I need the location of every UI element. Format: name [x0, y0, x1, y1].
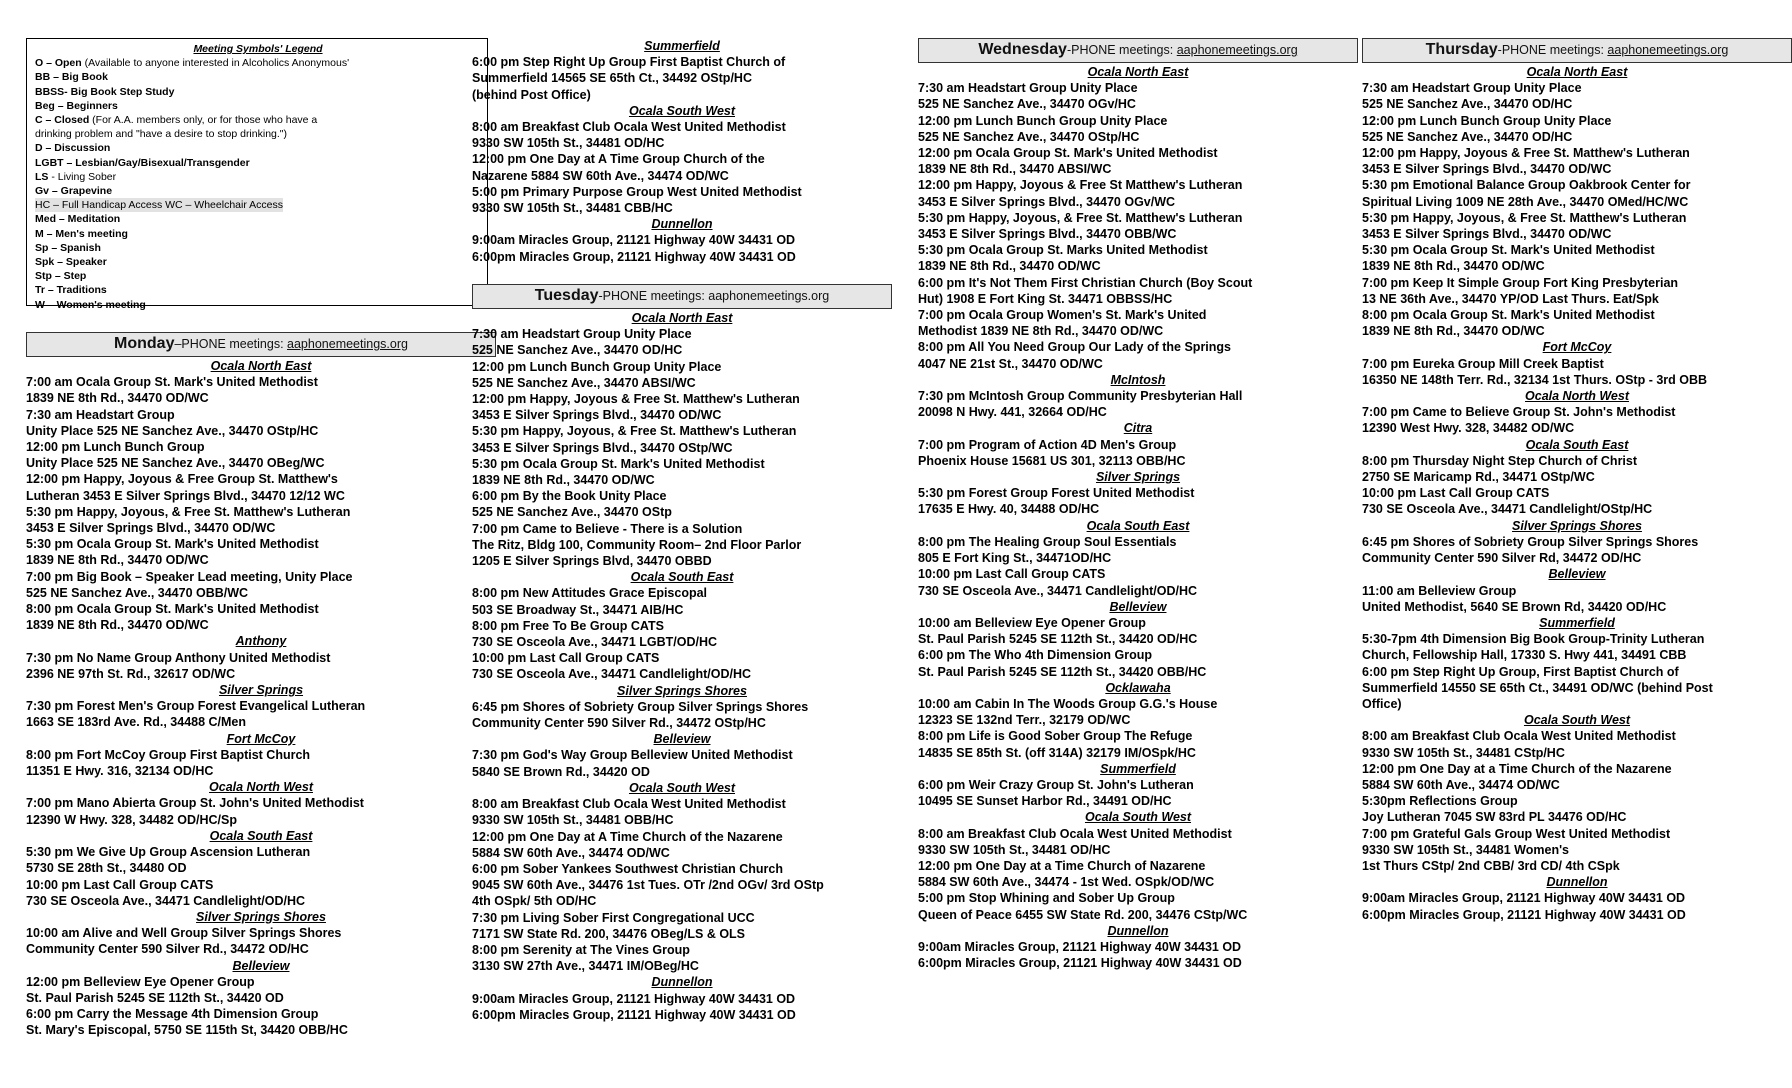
- meeting-line: Summerfield 14550 SE 65th Ct., 34491 OD/WC (behind Post: [1362, 680, 1713, 695]
- meeting-line: Phoenix House 15681 US 301, 32113 OBB/HC: [918, 453, 1186, 468]
- legend-row: [35, 269, 481, 283]
- meeting-line: 730 SE Osceola Ave., 34471 Candlelight/OD/HC: [26, 893, 306, 908]
- legend-description: - Living Sober: [48, 170, 117, 183]
- meeting-line: 6:00pm Miracles Group, 21121 Highway 40W 34431 OD: [918, 956, 1242, 971]
- meeting-line: 7171 SW State Rd. 200, 34476 OBeg/LS & OLS: [472, 926, 746, 941]
- meeting-line: 5:30 pm Ocala Group St. Mark's United Methodist: [472, 456, 765, 471]
- meeting-line: 8:00 pm The Healing Group Soul Essentials: [918, 534, 1177, 549]
- meeting-line: 10:00 pm Last Call Group CATS: [918, 567, 1106, 582]
- area-heading: Belleview: [1548, 567, 1606, 582]
- meeting-line: 2396 NE 97th St. Rd., 32617 OD/WC: [26, 666, 236, 681]
- meeting-line: 7:00 pm Keep It Simple Group Fort King Presbyterian: [1362, 275, 1679, 290]
- meeting-line: St. Paul Parish 5245 SE 112th St., 34420 OD/HC: [918, 632, 1198, 647]
- meeting-line: 17635 E Hwy. 40, 34488 OD/HC: [918, 502, 1100, 517]
- meeting-line: 525 NE Sanchez Ave., 34470 OBB/WC: [26, 585, 249, 600]
- meeting-line: 12:00 pm Lunch Bunch Group Unity Place: [1362, 113, 1612, 128]
- meeting-line: 4th OSpk/ 5th OD/HC: [472, 894, 597, 909]
- legend-code: Tr – Traditions: [35, 284, 107, 297]
- meeting-line: 8:00 pm Ocala Group St. Mark's United Methodist: [26, 602, 319, 617]
- meeting-line: 9330 SW 105th St., 34481 OD/HC: [472, 136, 665, 151]
- meeting-line: 20098 N Hwy. 441, 32664 OD/HC: [918, 405, 1107, 420]
- day-name: Monday: [114, 335, 175, 352]
- monday-column: [26, 332, 496, 1039]
- monday-meetings-continued: [472, 38, 892, 265]
- meeting-line: 5:30 pm Ocala Group St. Marks United Methodist: [918, 243, 1208, 258]
- meeting-line: 1839 NE 8th Rd., 34470 OD/WC: [26, 618, 209, 633]
- legend-row: [35, 241, 481, 255]
- legend-row: [35, 255, 481, 269]
- legend-code: O – Open: [35, 57, 82, 70]
- meeting-line: 6:00 pm Weir Crazy Group St. John's Lutheran: [918, 777, 1194, 792]
- meeting-line: 10:00 pm Last Call Group CATS: [26, 877, 214, 892]
- meeting-line: 12:00 pm Happy, Joyous & Free St Matthew's Lutheran: [918, 178, 1243, 193]
- phone-label: -PHONE meetings:: [1497, 43, 1608, 57]
- meeting-line: 7:30 pm Living Sober First Congregational UCC: [472, 910, 755, 925]
- meeting-line: 6:00 pm Step Right Up Group First Baptist Church of: [472, 55, 786, 70]
- meeting-symbols-legend: [26, 38, 488, 311]
- meeting-line: 7:00 am Ocala Group St. Mark's United Methodist: [26, 375, 318, 390]
- area-heading: Belleview: [1109, 599, 1167, 614]
- meeting-line: 1663 SE 183rd Ave. Rd., 34488 C/Men: [26, 715, 247, 730]
- meeting-line: 7:00 pm Program of Action 4D Men's Group: [918, 437, 1177, 452]
- legend-description: (For A.A. members only, or for those who have a: [89, 114, 318, 127]
- meeting-line: 5:30 pm Forest Group Forest United Methodist: [918, 486, 1195, 501]
- meeting-line: Unity Place 525 NE Sanchez Ave., 34470 OStp/HC: [26, 423, 319, 438]
- meeting-line: 12390 W Hwy. 328, 34482 OD/HC/Sp: [26, 812, 237, 827]
- meeting-line: Community Center 590 Silver Rd., 34472 OStp/HC: [472, 716, 766, 731]
- meeting-line: 12:00 pm Lunch Bunch Group Unity Place: [918, 113, 1168, 128]
- meeting-line: 9:00am Miracles Group, 21121 Highway 40W 34431 OD: [1362, 891, 1686, 906]
- tuesday-column: [472, 284, 892, 1023]
- meeting-line: United Methodist, 5640 SE Brown Rd, 34420 OD/HC: [1362, 599, 1667, 614]
- meeting-line: 1839 NE 8th Rd., 34470 OD/WC: [472, 473, 655, 488]
- meeting-line: 5:00 pm Stop Whining and Sober Up Group: [918, 891, 1175, 906]
- legend-row: [35, 99, 481, 113]
- meeting-line: (behind Post Office): [472, 87, 591, 102]
- phone-meetings-link[interactable]: aaphonemeetings.org: [1607, 43, 1729, 57]
- area-heading: Belleview: [232, 958, 290, 973]
- meeting-line: 7:30 am Headstart Group Unity Place: [472, 327, 692, 342]
- meeting-line: 12323 SE 132nd Terr., 32179 OD/WC: [918, 713, 1131, 728]
- thursday-header: [1362, 38, 1792, 63]
- meeting-line: 9045 SW 60th Ave., 34476 1st Tues. OTr /2nd OGv/ 3rd OStp: [472, 878, 824, 893]
- meeting-line: Unity Place 525 NE Sanchez Ave., 34470 OBeg/WC: [26, 456, 325, 471]
- meeting-line: 730 SE Osceola Ave., 34471 Candlelight/OD/HC: [918, 583, 1198, 598]
- legend-code: BBSS- Big Book Step Study: [35, 85, 175, 98]
- meeting-line: 5:30-7pm 4th Dimension Big Book Group-Trinity Lutheran: [1362, 632, 1705, 647]
- meeting-line: 5730 SE 28th St., 34480 OD: [26, 861, 187, 876]
- day-name: Wednesday: [978, 41, 1067, 58]
- meeting-line: 7:30 pm No Name Group Anthony United Methodist: [26, 650, 331, 665]
- legend-row: [35, 156, 481, 170]
- area-heading: Silver Springs: [1095, 470, 1181, 485]
- meeting-line: 4047 NE 21st St., 34470 OD/WC: [918, 356, 1103, 371]
- meeting-line: 805 E Fort King St., 34471OD/HC: [918, 551, 1112, 566]
- area-heading: Ocala South East: [1086, 518, 1190, 533]
- meeting-line: 525 NE Sanchez Ave., 34470 OD/HC: [1362, 97, 1573, 112]
- meeting-line: 12:00 pm One Day at a Time Church of the Nazarene: [1362, 761, 1672, 776]
- meeting-line: 9:00am Miracles Group, 21121 Highway 40W 34431 OD: [918, 939, 1242, 954]
- meeting-line: 9330 SW 105th St., 34481 CStp/HC: [1362, 745, 1565, 760]
- meeting-line: 5:30pm Reflections Group: [1362, 794, 1518, 809]
- meeting-line: 12:00 pm Ocala Group St. Mark's United Methodist: [918, 146, 1218, 161]
- area-heading: Ocala South East: [1525, 437, 1629, 452]
- meeting-line: 525 NE Sanchez Ave., 34470 OGv/HC: [918, 97, 1136, 112]
- day-name: Thursday: [1425, 41, 1498, 58]
- legend-code: Spk – Speaker: [35, 256, 107, 269]
- meeting-line: 6:00pm Miracles Group, 21121 Highway 40W 34431 OD: [1362, 907, 1686, 922]
- meeting-line: 5:30 pm Happy, Joyous, & Free St. Matthew's Lutheran: [918, 210, 1243, 225]
- meeting-line: 1839 NE 8th Rd., 34470 OD/WC: [26, 391, 209, 406]
- phone-label: -PHONE meetings: aaphonemeetings.org: [598, 289, 830, 303]
- legend-row: [35, 113, 481, 127]
- meeting-line: 5:30 pm Ocala Group St. Mark's United Methodist: [1362, 243, 1655, 258]
- meeting-line: 3453 E Silver Springs Blvd., 34470 OD/WC: [1362, 162, 1612, 177]
- meeting-line: 7:30 pm Forest Men's Group Forest Evangelical Lutheran: [26, 699, 366, 714]
- meeting-line: 525 NE Sanchez Ave., 34470 OD/HC: [472, 343, 683, 358]
- meeting-line: 2750 SE Maricamp Rd., 34471 OStp/WC: [1362, 470, 1595, 485]
- legend-row: [35, 141, 481, 155]
- area-heading: Summerfield: [644, 39, 720, 53]
- legend-code: M – Men's meeting: [35, 227, 128, 240]
- meeting-line: 730 SE Osceola Ave., 34471 LGBT/OD/HC: [472, 635, 718, 650]
- meeting-line: 8:00 pm Free To Be Group CATS: [472, 618, 664, 633]
- meeting-line: 5:00 pm Primary Purpose Group West United Methodist: [472, 184, 802, 199]
- meeting-line: 8:00 pm Ocala Group St. Mark's United Methodist: [1362, 308, 1655, 323]
- meeting-line: 6:00 pm Sober Yankees Southwest Christian Church: [472, 861, 783, 876]
- meeting-line: 11:00 am Belleview Group: [1362, 583, 1517, 598]
- legend-row: [35, 283, 481, 297]
- area-heading: Citra: [1123, 421, 1153, 436]
- legend-code: LS: [35, 170, 49, 183]
- meeting-line: 13 NE 36th Ave., 34470 YP/OD Last Thurs. Eat/Spk: [1362, 291, 1659, 306]
- legend-row: [35, 127, 481, 141]
- meeting-line: 12:00 pm Belleview Eye Opener Group: [26, 974, 255, 989]
- meeting-line: 5:30 pm Ocala Group St. Mark's United Methodist: [26, 537, 319, 552]
- meeting-line: 8:00 pm Fort McCoy Group First Baptist Church: [26, 747, 311, 762]
- meeting-line: 7:30 pm God's Way Group Belleview United Methodist: [472, 748, 793, 763]
- legend-description: (Available to anyone interested in Alcoholics Anonymous': [81, 57, 350, 70]
- legend-code: D – Discussion: [35, 142, 111, 155]
- meeting-line: 3130 SW 27th Ave., 34471 IM/OBeg/HC: [472, 959, 699, 974]
- area-heading: McIntosh: [1110, 372, 1166, 387]
- meeting-line: 7:30 am Headstart Group Unity Place: [918, 81, 1138, 96]
- meeting-line: 5884 SW 60th Ave., 34474 - 1st Wed. OSpk/OD/WC: [918, 875, 1215, 890]
- meeting-line: 12:00 pm Lunch Bunch Group: [26, 440, 205, 455]
- meeting-line: 7:00 pm Big Book – Speaker Lead meeting, Unity Place: [26, 569, 353, 584]
- legend-code: LGBT – Lesbian/Gay/Bisexual/Transgender: [35, 156, 250, 169]
- meeting-line: 5:30 pm Happy, Joyous, & Free St. Matthew's Lutheran: [472, 424, 797, 439]
- meeting-line: 12:00 pm One Day at A Time Group Church of the: [472, 152, 765, 167]
- legend-code: BB – Big Book: [35, 71, 108, 84]
- meeting-line: 7:00 pm Came to Believe - There is a Solution: [472, 521, 743, 536]
- meeting-line: 9330 SW 105th St., 34481 OD/HC: [918, 842, 1111, 857]
- meeting-line: 6:45 pm Shores of Sobriety Group Silver Springs Shores: [1362, 534, 1699, 549]
- legend-rows: [35, 56, 481, 312]
- area-heading: Ocala South East: [630, 570, 734, 585]
- meeting-line: 6:00 pm By the Book Unity Place: [472, 489, 667, 504]
- area-heading: Ocala South West: [628, 103, 736, 118]
- meeting-line: 1839 NE 8th Rd., 34470 OD/WC: [1362, 259, 1545, 274]
- meeting-line: 1839 NE 8th Rd., 34470 OD/WC: [1362, 324, 1545, 339]
- meeting-line: 7:30 am Headstart Group: [26, 407, 175, 422]
- area-heading: Silver Springs Shores: [1512, 518, 1642, 533]
- meeting-line: 14835 SE 85th St. (off 314A) 32179 IM/OSpk/HC: [918, 745, 1196, 760]
- legend-code: Gv – Grapevine: [35, 185, 113, 198]
- area-heading: Silver Springs Shores: [617, 683, 747, 698]
- meeting-line: 9330 SW 105th St., 34481 OBB/HC: [472, 813, 674, 828]
- legend-code: W – Women's meeting: [35, 298, 146, 311]
- meeting-line: 6:00 pm The Who 4th Dimension Group: [918, 648, 1153, 663]
- meeting-line: 10:00 am Alive and Well Group Silver Springs Shores: [26, 926, 342, 941]
- meeting-line: 9:00am Miracles Group, 21121 Highway 40W 34431 OD: [472, 991, 796, 1006]
- area-heading: Summerfield: [1539, 615, 1615, 630]
- meeting-line: 3453 E Silver Springs Blvd., 34470 OD/WC: [472, 408, 722, 423]
- meeting-line: 7:00 pm Mano Abierta Group St. John's United Methodist: [26, 796, 364, 811]
- legend-row: [35, 56, 481, 70]
- meeting-line: 16350 NE 148th Terr. Rd., 32134 1st Thurs. OStp - 3rd OBB: [1362, 372, 1708, 387]
- meeting-line: 8:00 am Breakfast Club Ocala West United Methodist: [918, 826, 1232, 841]
- meeting-line: 12:00 pm One Day at A Time Church of the Nazarene: [472, 829, 783, 844]
- area-heading: Ocala North West: [1525, 389, 1629, 404]
- meeting-line: Hut) 1908 E Fort King St. 34471 OBBSS/HC: [918, 291, 1173, 306]
- thursday-column: [1362, 38, 1792, 923]
- meeting-line: Summerfield 14565 SE 65th Ct., 34492 OStp/HC: [472, 71, 752, 86]
- meeting-line: 9330 SW 105th St., 34481 CBB/HC: [472, 201, 673, 216]
- column-2-top: [472, 38, 892, 265]
- meeting-line: Queen of Peace 6455 SW State Rd. 200, 34476 CStp/WC: [918, 907, 1248, 922]
- meeting-line: 6:00pm Miracles Group, 21121 Highway 40W 34431 OD: [472, 249, 796, 264]
- meeting-line: 5:30 pm We Give Up Group Ascension Lutheran: [26, 845, 311, 860]
- wednesday-column: [918, 38, 1358, 971]
- meeting-line: 7:00 pm Came to Believe Group St. John's Methodist: [1362, 405, 1676, 420]
- meeting-line: 5:30 pm Emotional Balance Group Oakbrook Center for: [1362, 178, 1691, 193]
- meeting-line: 10:00 am Cabin In The Woods Group G.G.'s House: [918, 696, 1218, 711]
- legend-row: [35, 85, 481, 99]
- phone-label: -PHONE meetings:: [1066, 43, 1177, 57]
- meeting-line: 10:00 pm Last Call Group CATS: [472, 651, 660, 666]
- legend-description: drinking problem and "have a desire to stop drinking."): [35, 128, 288, 141]
- legend-row: [35, 184, 481, 198]
- area-heading: Dunnellon: [1546, 875, 1608, 890]
- meeting-line: 12:00 pm Happy, Joyous & Free St. Matthew's Lutheran: [472, 392, 800, 407]
- area-heading: Summerfield: [1100, 761, 1176, 776]
- monday-header: [26, 332, 496, 357]
- meeting-line: 3453 E Silver Springs Blvd., 34470 OGv/WC: [918, 194, 1176, 209]
- legend-highlight: HC – Full Handicap Access WC – Wheelchair Access: [35, 199, 284, 212]
- meeting-line: 7:30 am Headstart Group Unity Place: [1362, 81, 1582, 96]
- area-heading: Ocala North East: [631, 311, 733, 325]
- legend-row: [35, 298, 481, 312]
- meeting-line: 730 SE Osceola Ave., 34471 Candlelight/OD/HC: [472, 667, 752, 682]
- meeting-line: 12:00 pm Lunch Bunch Group Unity Place: [472, 359, 722, 374]
- meeting-line: 12390 West Hwy. 328, 34482 OD/WC: [1362, 421, 1575, 436]
- area-heading: Ocala North East: [1087, 65, 1189, 79]
- legend-row: [35, 198, 481, 212]
- area-heading: Silver Springs: [218, 683, 304, 698]
- day-name: Tuesday: [534, 287, 599, 304]
- meeting-line: The Ritz, Bldg 100, Community Room– 2nd Floor Parlor: [472, 537, 802, 552]
- meeting-line: St. Mary's Episcopal, 5750 SE 115th St, 34420 OBB/HC: [26, 1023, 348, 1038]
- area-heading: Dunnellon: [1107, 923, 1169, 938]
- area-heading: Ocklawaha: [1105, 680, 1171, 695]
- phone-meetings-link[interactable]: aaphonemeetings.org: [1176, 43, 1298, 57]
- meeting-line: Lutheran 3453 E Silver Springs Blvd., 34470 12/12 WC: [26, 488, 345, 503]
- meeting-line: 7:30 pm McIntosh Group Community Presbyterian Hall: [918, 389, 1243, 404]
- thursday-meetings: [1362, 64, 1792, 923]
- area-heading: Ocala South West: [628, 780, 736, 795]
- meeting-line: 6:00 pm Step Right Up Group, First Baptist Church of: [1362, 664, 1679, 679]
- wednesday-header: [918, 38, 1358, 63]
- meeting-line: Methodist 1839 NE 8th Rd., 34470 OD/WC: [918, 324, 1164, 339]
- legend-code: C – Closed: [35, 114, 90, 127]
- meeting-line: 8:00 pm New Attitudes Grace Episcopal: [472, 586, 708, 601]
- meeting-line: 5840 SE Brown Rd., 34420 OD: [472, 764, 650, 779]
- tuesday-meetings: [472, 310, 892, 1023]
- meeting-line: 8:00 am Breakfast Club Ocala West United Methodist: [472, 797, 786, 812]
- wednesday-meetings: [918, 64, 1358, 971]
- area-heading: Ocala North East: [1526, 65, 1628, 79]
- area-heading: Ocala South West: [1523, 713, 1631, 728]
- area-heading: Anthony: [235, 634, 287, 649]
- meeting-line: 1st Thurs CStp/ 2nd CBB/ 3rd CD/ 4th CSpk: [1362, 858, 1620, 873]
- area-heading: Dunnellon: [651, 217, 713, 232]
- area-heading: Ocala North East: [210, 359, 312, 373]
- meeting-line: 3453 E Silver Springs Blvd., 34470 OStp/WC: [472, 440, 733, 455]
- meeting-line: 9330 SW 105th St., 34481 Women's: [1362, 842, 1570, 857]
- meeting-line: Spiritual Living 1009 NE 28th Ave., 34470 OMed/HC/WC: [1362, 194, 1689, 209]
- legend-code: Sp – Spanish: [35, 241, 101, 254]
- meeting-line: 503 SE Broadway St., 34471 AIB/HC: [472, 602, 684, 617]
- meeting-line: 3453 E Silver Springs Blvd., 34470 OBB/WC: [918, 227, 1177, 242]
- meeting-line: 730 SE Osceola Ave., 34471 Candlelight/OStp/HC: [1362, 502, 1653, 517]
- legend-row: [35, 212, 481, 226]
- meeting-line: 6:00 pm Carry the Message 4th Dimension Group: [26, 1007, 319, 1022]
- area-heading: Ocala South West: [1084, 810, 1192, 825]
- meeting-line: 6:00 pm It's Not Them First Christian Church (Boy Scout: [918, 275, 1253, 290]
- area-heading: Dunnellon: [651, 975, 713, 990]
- legend-column: [26, 38, 488, 311]
- meeting-line: Office): [1362, 696, 1402, 711]
- meeting-line: 10495 SE Sunset Harbor Rd., 34491 OD/HC: [918, 794, 1172, 809]
- meeting-line: St. Paul Parish 5245 SE 112th St., 34420 OBB/HC: [918, 664, 1207, 679]
- meeting-line: 12:00 pm Happy, Joyous & Free Group St. Matthew's: [26, 472, 338, 487]
- monday-meetings: [26, 358, 496, 1039]
- meeting-line: 8:00 pm Serenity at The Vines Group: [472, 942, 690, 957]
- meeting-line: 8:00 pm All You Need Group Our Lady of the Springs: [918, 340, 1232, 355]
- meeting-line: 3453 E Silver Springs Blvd., 34470 OD/WC: [26, 521, 276, 536]
- meeting-line: 525 NE Sanchez Ave., 34470 OD/HC: [1362, 129, 1573, 144]
- legend-row: [35, 227, 481, 241]
- meeting-line: 525 NE Sanchez Ave., 34470 ABSI/WC: [472, 375, 696, 390]
- meeting-line: 1839 NE 8th Rd., 34470 ABSI/WC: [918, 162, 1112, 177]
- area-heading: Silver Springs Shores: [196, 909, 326, 924]
- legend-code: Beg – Beginners: [35, 99, 118, 112]
- meeting-line: 5:30 pm Happy, Joyous, & Free St. Matthew's Lutheran: [26, 504, 351, 519]
- meeting-line: 5:30 pm Happy, Joyous, & Free St. Matthew's Lutheran: [1362, 210, 1687, 225]
- meeting-line: 8:00 pm Thursday Night Step Church of Christ: [1362, 453, 1638, 468]
- meeting-line: 1839 NE 8th Rd., 34470 OD/WC: [26, 553, 209, 568]
- meeting-line: 6:00pm Miracles Group, 21121 Highway 40W 34431 OD: [472, 1007, 796, 1022]
- phone-label: –PHONE meetings:: [174, 337, 288, 351]
- meeting-line: 8:00 pm Life is Good Sober Group The Refuge: [918, 729, 1193, 744]
- meeting-line: 1839 NE 8th Rd., 34470 OD/WC: [918, 259, 1101, 274]
- legend-code: Med – Meditation: [35, 213, 121, 226]
- legend-row: [35, 70, 481, 84]
- meeting-line: 7:00 pm Ocala Group Women's St. Mark's United: [918, 308, 1207, 323]
- meeting-line: 12:00 pm One Day at a Time Church of Nazarene: [918, 858, 1206, 873]
- legend-code: Stp – Step: [35, 270, 87, 283]
- meeting-line: Community Center 590 Silver Rd., 34472 OD/HC: [26, 942, 309, 957]
- meeting-line: Community Center 590 Silver Rd, 34472 OD/HC: [1362, 551, 1642, 566]
- area-heading: Belleview: [653, 732, 711, 747]
- meeting-line: 525 NE Sanchez Ave., 34470 OStp/HC: [918, 129, 1140, 144]
- meeting-line: 5884 SW 60th Ave., 34474 OD/WC: [472, 845, 670, 860]
- meeting-line: 3453 E Silver Springs Blvd., 34470 OD/WC: [1362, 227, 1612, 242]
- meeting-line: 10:00 pm Last Call Group CATS: [1362, 486, 1550, 501]
- legend-row: [35, 170, 481, 184]
- meeting-line: 7:00 pm Grateful Gals Group West United Methodist: [1362, 826, 1671, 841]
- meeting-line: Church, Fellowship Hall, 17330 S. Hwy 441, 34491 CBB: [1362, 648, 1687, 663]
- meeting-line: 12:00 pm Happy, Joyous & Free St. Matthew's Lutheran: [1362, 146, 1690, 161]
- area-heading: Ocala South East: [209, 828, 313, 843]
- area-heading: Fort McCoy: [226, 731, 296, 746]
- meeting-line: 8:00 am Breakfast Club Ocala West United Methodist: [472, 120, 786, 135]
- meeting-line: 7:00 pm Eureka Group Mill Creek Baptist: [1362, 356, 1604, 371]
- meeting-line: 5884 SW 60th Ave., 34474 OD/WC: [1362, 777, 1560, 792]
- meeting-line: 8:00 am Breakfast Club Ocala West United Methodist: [1362, 729, 1676, 744]
- area-heading: Ocala North West: [209, 780, 313, 795]
- legend-title: Meeting Symbols' Legend: [193, 43, 323, 55]
- tuesday-header: [472, 284, 892, 309]
- meeting-line: Joy Lutheran 7045 SW 83rd PL 34476 OD/HC: [1362, 810, 1627, 825]
- meeting-line: Nazarene 5884 SW 60th Ave., 34474 OD/WC: [472, 168, 729, 183]
- meeting-line: 11351 E Hwy. 316, 32134 OD/HC: [26, 764, 214, 779]
- meeting-line: 9:00am Miracles Group, 21121 Highway 40W 34431 OD: [472, 233, 796, 248]
- meeting-line: St. Paul Parish 5245 SE 112th St., 34420 OD: [26, 990, 284, 1005]
- meeting-line: 1205 E Silver Springs Blvd, 34470 OBBD: [472, 554, 712, 569]
- meeting-line: 6:45 pm Shores of Sobriety Group Silver Springs Shores: [472, 699, 809, 714]
- meeting-line: 10:00 am Belleview Eye Opener Group: [918, 615, 1146, 630]
- area-heading: Fort McCoy: [1542, 340, 1612, 355]
- meeting-line: 525 NE Sanchez Ave., 34470 OStp: [472, 505, 672, 520]
- phone-meetings-link[interactable]: aaphonemeetings.org: [287, 337, 408, 351]
